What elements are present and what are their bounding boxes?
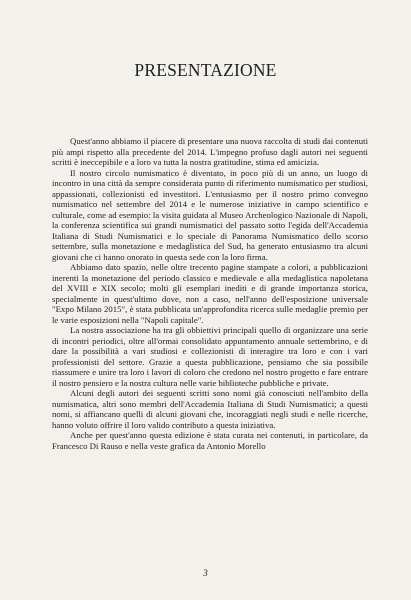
paragraph: Abbiamo dato spazio, nelle oltre trecento pagine stampate a colori, a pubblicazioni inerenti la monetazione del periodo classico e medievale e alla medaglistica napoletana del XVIII e XIX secolo; molti gli esemplari inediti e di grande importanza storica, specialmente in quest'ultimo dove, non a caso, nell'anno dell'esposizione universale "Expo Milano 2015", è stata pubblicata un'approfondita ricerca sulle medaglie premio per le varie esposizioni nella "Napoli capitale". [52, 262, 368, 325]
page-number: 3 [203, 568, 208, 578]
paragraph: Quest'anno abbiamo il piacere di presentare una nuova raccolta di studi dai contenuti più ampi rispetto alla precedente del 2014. L'impegno profuso dagli autori nei seguenti scritti è ineccepibile e a loro va tutta la nostra gratitudine, stima ed amicizia. [52, 136, 368, 167]
paragraph: La nostra associazione ha tra gli obbiettivi principali quello di organizzare una serie di incontri periodici, oltre all'ormai consolidato appuntamento annuale settembrino, e di dare la possibilità a vari studiosi e collezionisti di interagire tra loro e con i vari professionisti del settore. Grazie a questa pubblicazione, pensiamo che sia possibile riassumere e unire tra loro i lavori di coloro che credono nel nostro progetto e fare entrare il nostro pensiero e la nostra cultura nelle varie biblioteche pubbliche e private. [52, 325, 368, 388]
paragraph: Alcuni degli autori dei seguenti scritti sono nomi già conosciuti nell'ambito della numismatica, altri sono membri dell'Accademia Italiana di Studi Numismatici; a questi nomi, si affiancano quelli di alcuni giovani che, incoraggiati negli studi e nelle ricerche, hanno voluto offrire il loro valido contributo a questa iniziativa. [52, 388, 368, 430]
body-text [52, 136, 368, 451]
paragraph: Anche per quest'anno questa edizione è stata curata nei contenuti, in particolare, da Francesco Di Rauso e nella veste grafica da Antonio Morello [52, 430, 368, 451]
page-title: PRESENTAZIONE [134, 60, 277, 80]
paragraph: Il nostro circolo numismatico è diventato, in poco più di un anno, un luogo di incontro in una città da sempre considerata punto di riferimento numismatico per studiosi, appassionati, collezionisti ed investitori. L'entusiasmo per il nostro primo convegno numismatico nel settembre del 2014 e le numerose iniziative in campo scientifico e culturale, come ad esempio: la visita guidata al Museo Archeologico Nazionale di Napoli, la conferenza scientifica sui grandi numismatici del passato sotto l'egida dell'Accademia Italiana di Studi Numismatici e lo speciale di Panorama Numismatico dello scorso settembre, sulla monetazione e medaglistica del Sud, ha generato entusiasmo tra alcuni giovani che ci hanno onorato in questa sede con la loro firma. [52, 167, 368, 262]
